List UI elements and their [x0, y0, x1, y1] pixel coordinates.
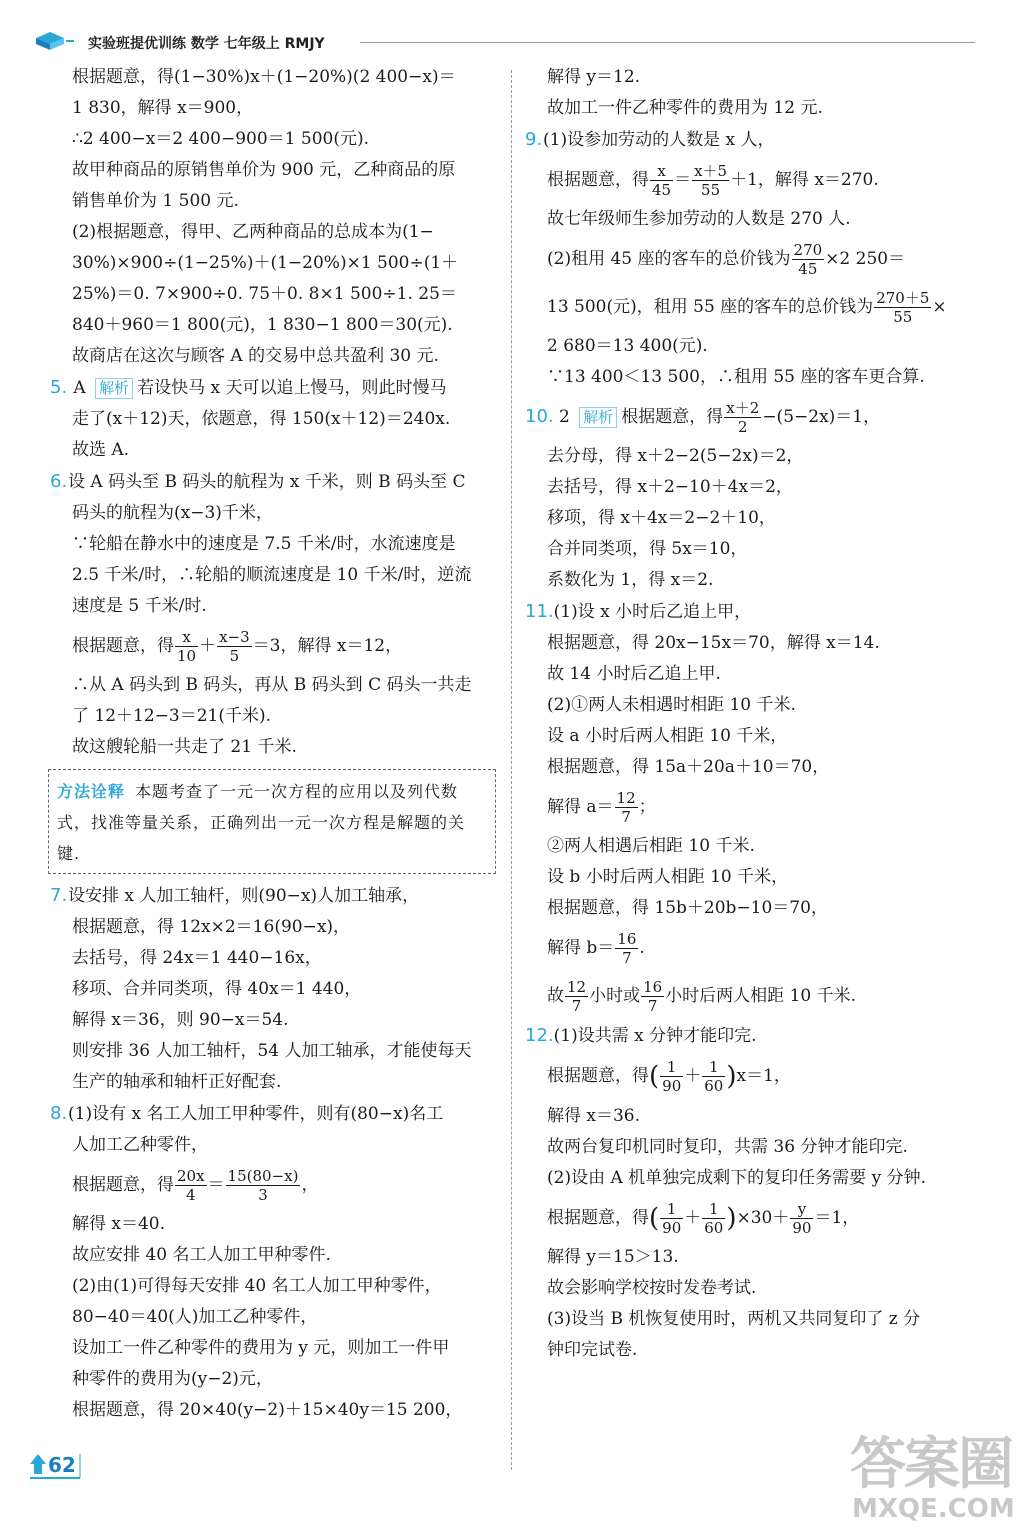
text-span: ＝1，	[814, 1207, 860, 1228]
text-span: 根据题意，得	[72, 636, 174, 656]
text-span: 解得 a＝	[547, 797, 614, 817]
equation-line	[525, 972, 985, 1020]
denominator: 4	[186, 1186, 196, 1204]
equation-line	[50, 1161, 500, 1209]
text-line: ②两人相遇后相距 10 千米.	[547, 836, 755, 856]
text-line: 30%)×900÷(1−25%)＋(1−20%)×1 500÷(1＋	[72, 253, 459, 273]
text-span: ×30＋	[736, 1207, 790, 1228]
text-span: 故	[547, 986, 564, 1006]
text-line: 去括号，得 24x＝1 440−16x，	[72, 948, 322, 968]
text-line: 2.5 千米/时，∴轮船的顺流速度是 10 千米/时，逆流	[72, 565, 472, 585]
text-line: 种零件的费用为(y−2)元，	[72, 1369, 273, 1389]
text-line: 去分母，得 x＋2−2(5−2x)＝2，	[547, 446, 804, 466]
denominator: 5	[229, 647, 240, 665]
text-span: ＋	[684, 1207, 702, 1228]
text-line: 设 A 码头至 B 码头的航程为 x 千米，则 B 码头至 C	[68, 472, 466, 492]
method-note	[57, 776, 487, 869]
header-title: 实验班提优训练 数学 七年级上 RMJY	[88, 36, 325, 52]
question-number: 12.	[525, 1025, 554, 1046]
fraction	[641, 978, 664, 1015]
denominator: 55	[893, 308, 913, 326]
fraction	[792, 241, 825, 278]
fraction	[565, 978, 588, 1015]
question-9	[525, 124, 985, 156]
text-line: 去括号，得 x＋2−10＋4x＝2，	[547, 477, 793, 497]
denominator: 90	[662, 1077, 682, 1095]
text-line: 设安排 x 人加工轴杆，则(90−x)人加工轴承，	[68, 886, 420, 906]
watermark-url: MXQE.COM	[852, 1494, 1015, 1524]
fraction	[615, 930, 638, 967]
text-line: 25%)＝0. 7×900÷0. 75＋0. 8×1 500÷1. 25＝	[72, 284, 457, 304]
fraction	[660, 1200, 683, 1237]
text-line: 设 a 小时后两人相距 10 千米，	[547, 726, 788, 746]
text-span: 根据题意，得	[72, 1175, 174, 1195]
fraction	[650, 162, 673, 199]
numerator: 1	[702, 1058, 725, 1077]
text-line: 根据题意，得 12x×2＝16(90−x)，	[72, 917, 351, 937]
question-11	[525, 596, 985, 628]
text-line: (2)由(1)可得每天安排 40 名工人加工甲种零件，	[72, 1276, 442, 1296]
text-line: 解得 x＝36，则 90−x＝54.	[72, 1010, 289, 1030]
text-line: 码头的航程为(x−3)千米，	[72, 503, 273, 523]
right-paren: )	[726, 1203, 737, 1233]
text-line: 若设快马 x 天可以追上慢马，则此时慢马	[137, 378, 447, 398]
method-note-text: 本题考查了一元一次方程的应用以及列代数式，找准等量关系，正确列出一元一次方程是解题的关键.	[57, 782, 466, 863]
text-span: 小时后两人相距 10 千米.	[665, 986, 857, 1006]
left-paren: (	[649, 1061, 660, 1092]
text-span: ；	[638, 797, 656, 817]
equation-line	[525, 156, 985, 204]
numerator: 12	[567, 978, 587, 996]
denominator: 55	[701, 181, 721, 199]
text-line: 故甲种商品的原销售单价为 900 元，乙种商品的原	[72, 160, 456, 180]
denominator: 60	[704, 1218, 724, 1237]
text-line: ∴2 400−x＝2 400−900＝1 500(元).	[72, 129, 370, 149]
text-line: 故商店在这次与顾客 A 的交易中总共盈利 30 元.	[72, 346, 439, 366]
text-line: 合并同类项，得 5x＝10，	[547, 539, 748, 559]
equation-line	[525, 1052, 985, 1101]
text-line: ∵轮船在静水中的速度是 7.5 千米/时，水流速度是	[72, 534, 456, 554]
denominator: 45	[798, 260, 818, 278]
text-line: 80−40＝40(人)加工乙种零件，	[72, 1307, 318, 1327]
header-rule	[360, 42, 975, 43]
equation-line	[525, 924, 985, 972]
text-span: −(5−2x)＝1，	[762, 407, 881, 427]
question-number: 5.	[50, 377, 68, 398]
text-line: 生产的轴承和轴杆正好配套.	[72, 1072, 282, 1092]
text-span: x＝1，	[736, 1066, 791, 1086]
text-span: ×	[932, 297, 947, 317]
fraction	[615, 789, 638, 826]
text-span: ＋	[684, 1066, 702, 1086]
text-line: 移项，得 x＋4x＝2−2＋10，	[547, 508, 776, 528]
denominator: 45	[652, 181, 672, 199]
book-logo-icon	[32, 30, 76, 52]
equation-line	[525, 783, 985, 831]
numerator: 270	[793, 241, 823, 259]
text-line: (3)设当 B 机恢复使用时，两机又共同复印了 z 分	[547, 1309, 921, 1329]
page-number-text: 62	[48, 1453, 76, 1477]
text-line: 故加工一件乙种零件的费用为 12 元.	[547, 98, 823, 118]
watermark	[840, 1420, 1015, 1530]
equation-line	[525, 283, 985, 331]
right-paren: )	[726, 1061, 737, 1092]
denominator: 90	[792, 1218, 812, 1237]
text-line: 840＋960＝1 800(元)，1 830−1 800＝30(元).	[72, 315, 453, 335]
text-line: 销售单价为 1 500 元.	[72, 191, 239, 211]
text-line: 解得 x＝40.	[72, 1214, 166, 1234]
text-line: 根据题意，得 20x−15x＝70，解得 x＝14.	[547, 633, 880, 653]
text-span: ＝3，解得 x＝12，	[252, 636, 403, 656]
numerator: x−3	[219, 628, 250, 646]
numerator: 20x	[177, 1167, 205, 1185]
numerator: 1	[702, 1200, 725, 1219]
method-note-title: 方法诠释	[57, 782, 126, 801]
left-paren: (	[649, 1203, 660, 1233]
numerator: 16	[643, 978, 663, 996]
denominator: 7	[647, 997, 658, 1015]
text-span: ＝	[674, 170, 692, 190]
question-5	[50, 372, 500, 404]
numerator: y	[790, 1200, 813, 1219]
text-line: 解得 y＝15＞13.	[547, 1247, 679, 1267]
question-8	[50, 1098, 500, 1130]
text-line: 故七年级师生参加劳动的人数是 270 人.	[547, 209, 851, 229]
text-line: 故选 A.	[72, 440, 130, 460]
text-line: (2)①两人未相遇时相距 10 千米.	[547, 695, 796, 715]
question-number: 7.	[50, 885, 68, 906]
text-line: 故会影响学校按时发卷考试.	[547, 1278, 757, 1298]
question-10	[525, 393, 985, 441]
column-divider	[511, 70, 512, 1470]
numerator: x	[650, 162, 673, 181]
text-line: (1)设参加劳动的人数是 x 人，	[543, 130, 775, 150]
text-span: ＝	[207, 1175, 225, 1195]
right-column	[525, 62, 985, 1366]
numerator: 1	[660, 1200, 683, 1219]
numerator: x＋2	[726, 399, 760, 417]
fraction	[175, 1167, 207, 1204]
text-line: 则安排 36 人加工轴杆，54 人加工轴承，才能使每天	[72, 1041, 472, 1061]
fraction	[790, 1200, 813, 1237]
text-line: 根据题意，得 20×40(y−2)＋15×40y＝15 200，	[72, 1400, 463, 1420]
fraction	[226, 1167, 301, 1204]
denominator: 7	[621, 808, 631, 826]
analysis-tag: 解析	[579, 407, 617, 428]
text-span: ＋	[199, 636, 217, 656]
text-line: 设 b 小时后两人相距 10 千米，	[547, 867, 789, 887]
text-span: ×2 250＝	[825, 249, 906, 269]
method-note-box	[48, 769, 496, 874]
question-number: 6.	[50, 471, 68, 492]
question-number: 8.	[50, 1103, 68, 1124]
text-span: 根据题意，得	[621, 407, 724, 427]
question-6	[50, 466, 500, 498]
fraction	[702, 1200, 725, 1237]
text-line: ∴从 A 码头到 B 码头，再从 B 码头到 C 码头一共走	[72, 675, 472, 695]
text-line: (1)设共需 x 分钟才能印完.	[553, 1026, 757, 1046]
denominator: 2	[738, 418, 748, 436]
text-line: 钟印完试卷.	[547, 1340, 638, 1360]
text-line: (2)设由 A 机单独完成剩下的复印任务需要 y 分钟.	[547, 1167, 926, 1188]
text-span: 小时或	[589, 986, 641, 1006]
text-line: 解得 y＝12.	[547, 67, 641, 87]
text-line: 系数化为 1，得 x＝2.	[547, 570, 714, 590]
analysis-tag: 解析	[95, 378, 133, 399]
text-line: 走了(x＋12)天，依题意，得 150(x＋12)＝240x.	[72, 409, 451, 429]
page-number	[28, 1450, 82, 1482]
text-line: 根据题意，得(1−30%)x＋(1−20%)(2 400−x)＝	[72, 67, 456, 87]
watermark-logo-text: 答案圈	[850, 1432, 1012, 1497]
denominator: 10	[177, 647, 197, 665]
text-line: 故 14 小时后乙追上甲.	[547, 664, 721, 684]
question-number: 11.	[525, 601, 554, 622]
text-line: (2)根据题意，得甲、乙两种商品的总成本为(1−	[72, 222, 434, 242]
text-span: 根据题意，得	[547, 1066, 649, 1086]
question-7	[50, 880, 500, 912]
text-line: 2 680＝13 400(元).	[547, 336, 708, 356]
numerator: x	[175, 628, 198, 647]
text-line: 速度是 5 千米/时.	[72, 596, 207, 616]
equation-line	[525, 235, 985, 283]
numerator: 1	[660, 1058, 683, 1077]
text-line: 故两台复印机同时复印，共需 36 分钟才能印完.	[547, 1136, 908, 1157]
fraction	[692, 162, 729, 199]
text-line: 故应安排 40 名工人加工甲种零件.	[72, 1245, 331, 1265]
text-span: 根据题意，得	[547, 170, 649, 190]
text-span: ，	[301, 1175, 319, 1195]
left-column	[50, 62, 500, 1426]
text-line: ∵13 400＜13 500，∴租用 55 座的客车更合算.	[547, 367, 925, 387]
numerator: 15(80−x)	[227, 1167, 299, 1185]
text-line: 人加工乙种零件，	[72, 1135, 208, 1155]
denominator: 60	[704, 1077, 724, 1095]
question-12	[525, 1020, 985, 1052]
text-line: 解得 x＝36.	[547, 1105, 641, 1126]
fraction	[660, 1058, 683, 1095]
fraction	[724, 399, 761, 436]
text-line: 了 12＋12−3＝21(千米).	[72, 706, 272, 726]
text-span: 根据题意，得	[547, 1207, 649, 1228]
numerator: 12	[616, 789, 636, 807]
text-span: ＋1，解得 x＝270.	[730, 170, 879, 190]
equation-line	[50, 622, 500, 670]
numerator: 16	[617, 930, 637, 948]
text-span: .	[639, 938, 645, 958]
text-line: 根据题意，得 15a＋20a＋10＝70，	[547, 757, 830, 777]
text-line: 设加工一件乙种零件的费用为 y 元，则加工一件甲	[72, 1338, 450, 1358]
numerator: x＋5	[694, 162, 728, 180]
text-line: 故这艘轮船一共走了 21 千米.	[72, 737, 297, 757]
fraction	[217, 628, 252, 665]
text-span: 解得 b＝	[547, 938, 615, 958]
text-span: 13 500(元)，租用 55 座的客车的总价钱为	[547, 297, 874, 317]
fraction	[702, 1058, 725, 1095]
question-number: 9.	[525, 129, 543, 150]
fraction	[874, 289, 931, 326]
answer-value: 2	[559, 407, 570, 427]
page-header	[30, 30, 975, 54]
text-line: 移项、合并同类项，得 40x＝1 440，	[72, 979, 362, 999]
denominator: 3	[258, 1186, 268, 1204]
denominator: 90	[662, 1218, 682, 1237]
text-line: (1)设有 x 名工人加工甲种零件，则有(80−x)名工	[68, 1104, 444, 1124]
denominator: 7	[571, 997, 582, 1015]
denominator: 7	[622, 949, 632, 967]
equation-line	[525, 1194, 985, 1243]
fraction	[175, 628, 198, 665]
answer-choice: A	[73, 378, 86, 398]
text-line: 1 830，解得 x＝900，	[72, 98, 254, 118]
text-line: 根据题意，得 15b＋20b−10＝70，	[547, 898, 828, 918]
numerator: 270＋5	[876, 289, 930, 307]
text-span: (2)租用 45 座的客车的总价钱为	[547, 249, 791, 269]
text-line: (1)设 x 小时后乙追上甲，	[553, 602, 752, 622]
question-number: 10.	[525, 406, 554, 427]
